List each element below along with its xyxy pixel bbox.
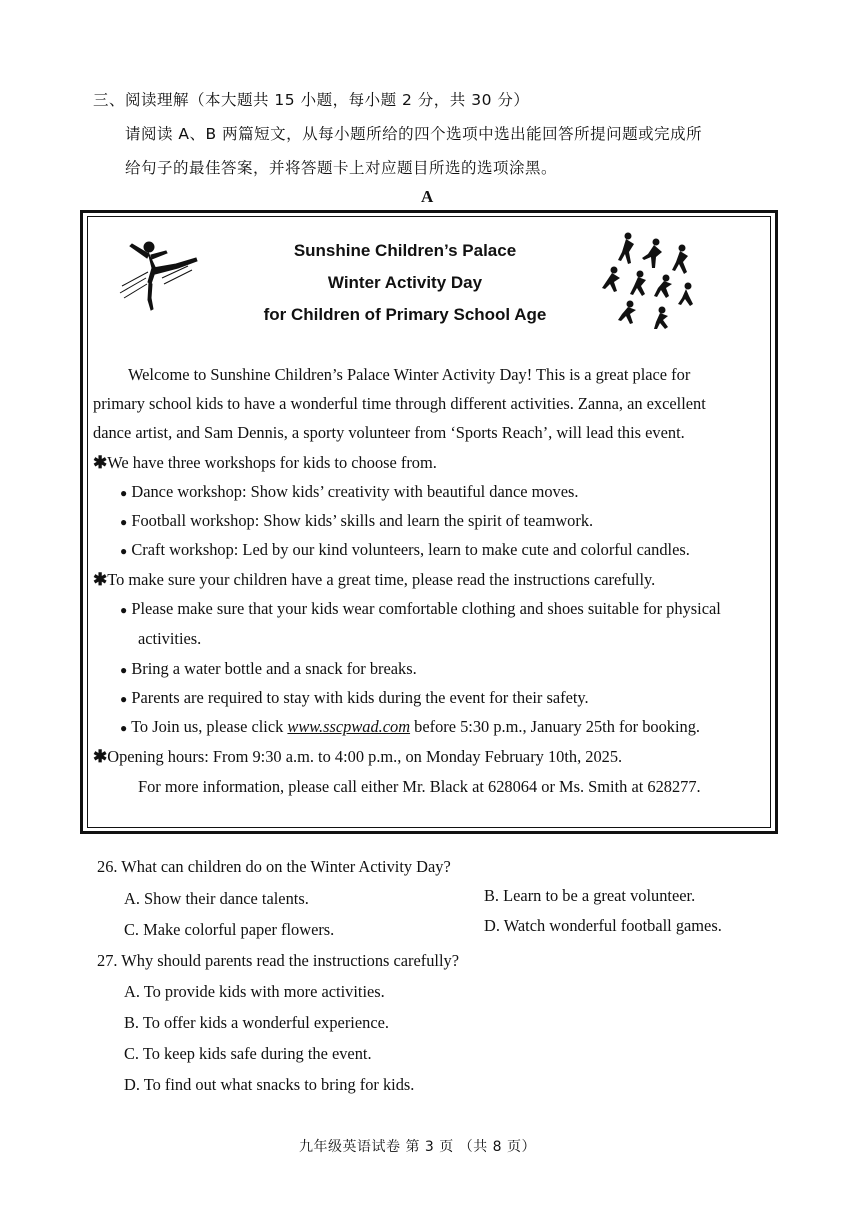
- list-item: [120, 482, 579, 502]
- page-footer: 九年级英语试卷 第 3 页 （共 8 页）: [299, 1139, 537, 1155]
- question-26-stem: 26. What can children do on the Winter Activity Day?: [97, 857, 451, 876]
- workshop-football: Football workshop: Show kids’ skills and learn the spirit of teamwork.: [131, 511, 594, 530]
- workshop-dance: Dance workshop: Show kids’ creativity with beautiful dance moves.: [131, 482, 579, 501]
- notice-heading-line2: Winter Activity Day: [327, 273, 483, 292]
- asterisk-icon: ✱: [93, 747, 108, 766]
- workshops-heading-row: [93, 453, 437, 473]
- asterisk-icon: ✱: [93, 570, 108, 589]
- passage-label: A: [421, 187, 434, 206]
- question-26-option-d: D. Watch wonderful football games.: [484, 916, 722, 935]
- question-27-stem: 27. Why should parents read the instructions carefully?: [97, 951, 460, 970]
- intro-line3: dance artist, and Sam Dennis, a sporty volunteer from ‘Sports Reach’, will lead this event.: [93, 423, 685, 442]
- notice-heading-line3: for Children of Primary School Age: [263, 305, 547, 324]
- sports-players-icon: [600, 230, 700, 330]
- list-item: [120, 511, 593, 531]
- instruction-join-suffix: before 5:30 p.m., January 25th for booking.: [410, 717, 701, 736]
- bullet-icon: ●: [120, 721, 128, 735]
- bullet-icon: ●: [120, 486, 128, 500]
- intro-line1: Welcome to Sunshine Children’s Palace Winter Activity Day! This is a great place for: [128, 365, 691, 384]
- list-item: [120, 540, 690, 560]
- bullet-icon: ●: [120, 544, 128, 558]
- instruction-clothing-line1: Please make sure that your kids wear comfortable clothing and shoes suitable for physical: [131, 599, 721, 618]
- section-instruction-line1: 请阅读 A、B 两篇短文，从每小题所给的四个选项中选出能回答所提问题或完成所: [125, 125, 703, 143]
- opening-hours-row: [93, 747, 622, 767]
- bullet-icon: ●: [120, 692, 128, 706]
- question-27-option-d: D. To find out what snacks to bring for kids.: [124, 1075, 415, 1094]
- booking-link[interactable]: www.sscpwad.com: [287, 717, 411, 736]
- question-26-option-b: B. Learn to be a great volunteer.: [484, 886, 696, 905]
- notice-heading-line1: Sunshine Children’s Palace: [293, 241, 517, 260]
- list-item: [120, 599, 721, 619]
- asterisk-icon: ✱: [93, 453, 108, 472]
- bullet-icon: ●: [120, 603, 128, 617]
- opening-hours: Opening hours: From 9:30 a.m. to 4:00 p.m., on Monday February 10th, 2025.: [107, 747, 623, 766]
- bullet-icon: ●: [120, 515, 128, 529]
- question-27-option-b: B. To offer kids a wonderful experience.: [124, 1013, 389, 1032]
- intro-line2: primary school kids to have a wonderful time through different activities. Zanna, an excellent: [93, 394, 706, 413]
- list-item: [120, 688, 589, 708]
- question-27-option-c: C. To keep kids safe during the event.: [124, 1044, 372, 1063]
- instruction-join-prefix: To Join us, please click: [131, 717, 288, 736]
- question-26-option-c: C. Make colorful paper flowers.: [124, 920, 335, 939]
- instruction-parents: Parents are required to stay with kids during the event for their safety.: [131, 688, 589, 707]
- section-title: 三、阅读理解（本大题共 15 小题，每小题 2 分，共 30 分）: [93, 91, 530, 109]
- ballet-dancer-icon: [118, 238, 200, 314]
- list-item: [120, 659, 417, 679]
- workshops-heading: We have three workshops for kids to choose from.: [107, 453, 437, 472]
- question-26-option-a: A. Show their dance talents.: [124, 889, 309, 908]
- question-27-option-a: A. To provide kids with more activities.: [124, 982, 385, 1001]
- section-instruction-line2: 给句子的最佳答案，并将答题卡上对应题目所选的选项涂黑。: [125, 159, 558, 177]
- list-item: [120, 717, 700, 737]
- workshop-craft: Craft workshop: Led by our kind volunteers, learn to make cute and colorful candles.: [131, 540, 690, 559]
- instructions-heading: To make sure your children have a great time, please read the instructions carefully.: [107, 570, 656, 589]
- instruction-clothing-line2: activities.: [138, 629, 202, 648]
- instructions-heading-row: [93, 570, 655, 590]
- more-info: For more information, please call either Mr. Black at 628064 or Ms. Smith at 628277.: [138, 777, 701, 796]
- instruction-water: Bring a water bottle and a snack for breaks.: [131, 659, 417, 678]
- bullet-icon: ●: [120, 663, 128, 677]
